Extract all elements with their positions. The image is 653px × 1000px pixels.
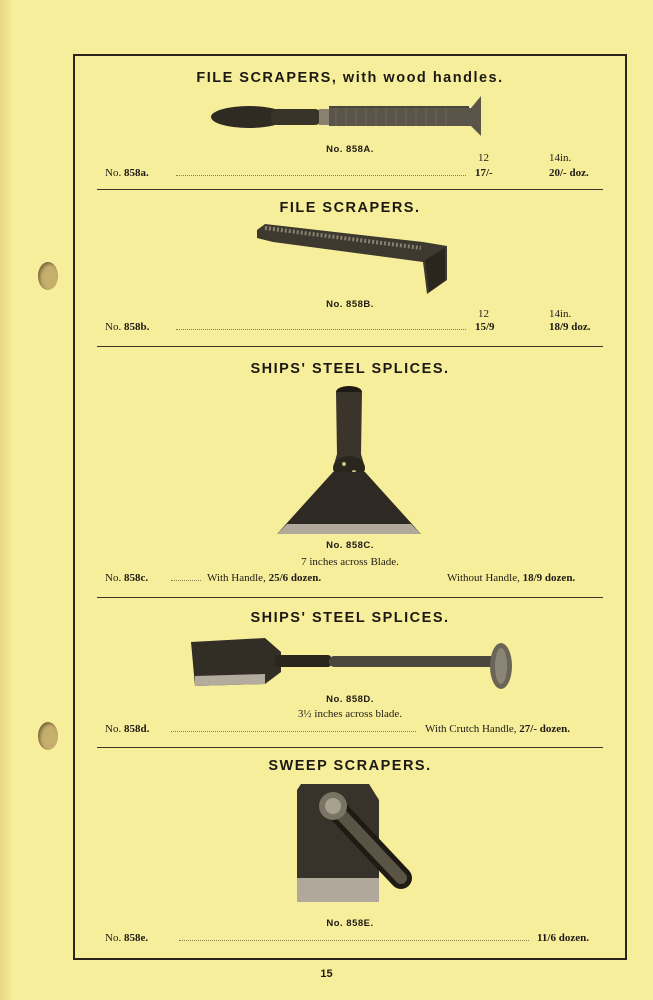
- item-number: No. 858d.: [105, 723, 150, 735]
- leader-dots: [171, 731, 416, 732]
- divider: [97, 189, 603, 190]
- leader-dots: [171, 580, 201, 581]
- price-row: [101, 723, 603, 739]
- steel-splice-illustration: [277, 384, 423, 536]
- divider: [97, 346, 603, 347]
- item-description: 7 inches across Blade.: [301, 556, 399, 568]
- sweep-scraper-illustration: [293, 782, 413, 906]
- divider: [97, 747, 603, 748]
- item-caption: No. 858B.: [326, 299, 374, 310]
- item-caption: No. 858D.: [326, 694, 374, 705]
- leader-dots: [176, 329, 466, 330]
- item-caption: No. 858A.: [326, 144, 374, 155]
- price: 11/6 dozen.: [537, 932, 589, 944]
- file-scraper-handled-illustration: [211, 94, 483, 138]
- price-row: [101, 932, 603, 948]
- binding-hole: [38, 722, 58, 750]
- leader-dots: [179, 940, 529, 941]
- price: 18/9 doz.: [549, 321, 591, 333]
- size-row: [101, 306, 603, 322]
- section-title-steel-splices-2: SHIPS' STEEL SPLICES.: [250, 610, 450, 626]
- section-title-sweep-scrapers: SWEEP SCRAPERS.: [268, 758, 432, 774]
- divider: [97, 597, 603, 598]
- leader-dots: [176, 175, 466, 176]
- steel-splice-crutch-illustration: [189, 638, 513, 692]
- without-handle-price: Without Handle, 18/9 dozen.: [447, 572, 576, 584]
- section-title-file-scrapers: FILE SCRAPERS.: [279, 200, 421, 216]
- item-number: No. 858c.: [105, 572, 149, 584]
- catalog-frame: [73, 54, 627, 960]
- size-label: 12: [478, 152, 489, 164]
- item-number: No. 858e.: [105, 932, 149, 944]
- price: 15/9: [475, 321, 495, 333]
- item-description: 3½ inches across blade.: [297, 708, 403, 720]
- section-title-file-scrapers-wood: FILE SCRAPERS, with wood handles.: [196, 70, 504, 86]
- price-row: [101, 167, 603, 183]
- size-label: 12: [478, 308, 489, 320]
- item-number: No. 858b.: [105, 321, 150, 333]
- binding-hole: [38, 262, 58, 290]
- size-label: 14in.: [549, 308, 572, 320]
- with-handle-price: With Handle, 25/6 dozen.: [207, 572, 322, 584]
- file-scraper-illustration: [253, 222, 449, 296]
- price-row: [101, 321, 603, 337]
- item-caption: No. 858E.: [326, 918, 374, 929]
- price: 17/-: [475, 167, 493, 179]
- page-number: 15: [320, 968, 333, 980]
- section-title-steel-splices: SHIPS' STEEL SPLICES.: [250, 361, 450, 377]
- crutch-handle-price: With Crutch Handle, 27/- dozen.: [425, 723, 570, 735]
- price-row: [101, 572, 603, 588]
- size-label: 14in.: [549, 152, 572, 164]
- page-binding-edge: [0, 0, 12, 1000]
- item-number: No. 858a.: [105, 167, 149, 179]
- price: 20/- doz.: [549, 167, 589, 179]
- item-caption: No. 858C.: [326, 540, 374, 551]
- size-row: [101, 150, 603, 166]
